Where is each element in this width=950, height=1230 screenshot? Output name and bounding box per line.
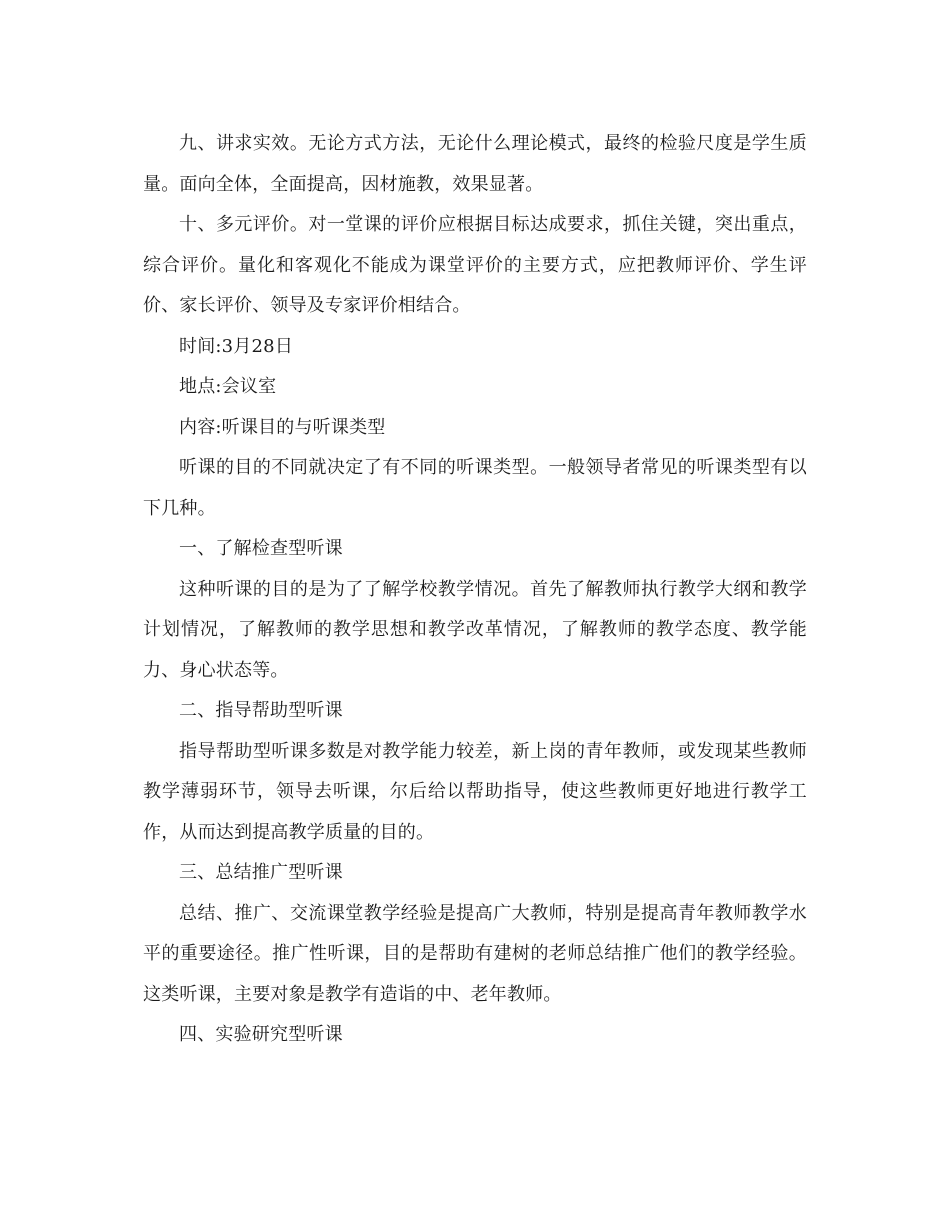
intro-paragraph: 听课的目的不同就决定了有不同的听课类型。一般领导者常见的听课类型有以下几种。 (143, 457, 807, 519)
document-body (143, 124, 807, 1056)
section-body-2: 指导帮助型听课多数是对教学能力较差，新上岗的青年教师，或发现某些教师教学薄弱环节，领导去听课，尔后给以帮助指导，使这些教师更好地进行教学工作，从而达到提高教学质量的目的。 (143, 740, 807, 843)
section-body-1: 这种听课的目的是为了了解学校教学情况。首先了解教师执行教学大纲和教学计划情况，了解教师的教学思想和教学改革情况，了解教师的教学态度、教学能力、身心状态等。 (143, 578, 807, 681)
section-heading-3: 三、总结推广型听课 (179, 862, 343, 883)
paragraph-item-9: 九、讲求实效。无论方式方法，无论什么理论模式，最终的检验尺度是学生质量。面向全体，全面提高，因材施教，效果显著。 (143, 133, 807, 195)
paragraph-item-10: 十、多元评价。对一堂课的评价应根据目标达成要求，抓住关键，突出重点，综合评价。量化和客观化不能成为课堂评价的主要方式，应把教师评价、学生评价、家长评价、领导及专家评价相结合。 (143, 214, 807, 316)
section-heading-2: 二、指导帮助型听课 (179, 700, 343, 721)
section-heading-1: 一、了解检查型听课 (179, 538, 343, 559)
section-body-3: 总结、推广、交流课堂教学经验是提高广大教师，特别是提高青年教师教学水平的重要途径。推广性听课，目的是帮助有建树的老师总结推广他们的教学经验。这类听课，主要对象是教学有造诣的中、老年教师。 (143, 902, 807, 1005)
section-heading-4: 四、实验研究型听课 (179, 1024, 343, 1045)
meeting-content: 内容:听课目的与听课类型 (179, 416, 386, 438)
meeting-time: 时间:3月28日 (179, 335, 294, 357)
meeting-location: 地点:会议室 (179, 376, 277, 397)
